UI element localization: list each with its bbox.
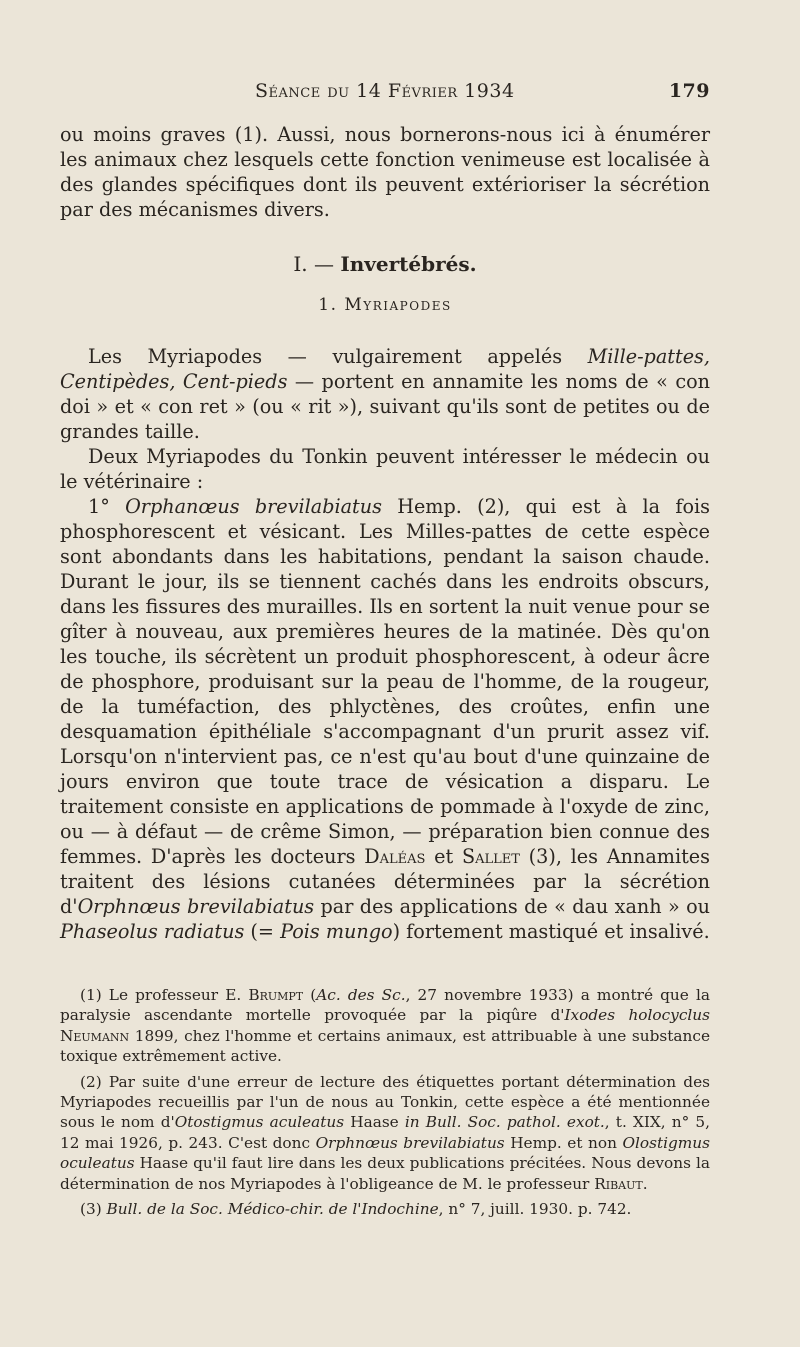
- text-span: (3), les Annamites traitent des lésions cutanées déterminées par la sécrétion d': [60, 845, 710, 918]
- species-name: Orphnœus brevilabiatus: [77, 895, 315, 918]
- text-span: 1899, chez l'homme et certains animaux, est attribuable à une substance toxique extrêmement active.: [60, 1026, 710, 1066]
- section-number: I. —: [293, 252, 341, 276]
- paragraph-continued: ou moins graves (1). Aussi, nous bornerons-nous ici à énumérer les animaux chez lesquels cette fonction venimeuse est localisée à des glandes spécifiques dont ils peuvent extérioriser la sécrétion par des mécanismes divers.: [60, 123, 710, 221]
- text-span: Les Myriapodes — vulgairement appelés: [88, 345, 588, 368]
- running-header: [60, 80, 710, 104]
- author-name: Ribaut: [594, 1174, 643, 1193]
- body-text: [60, 122, 710, 944]
- section-heading: [60, 252, 710, 277]
- italic-span: Mille-pattes, Centipèdes, Cent-pieds: [60, 345, 710, 393]
- author-name: Daléas: [364, 845, 426, 868]
- text-span: 1°: [88, 495, 126, 518]
- citation: in Bull. Soc. pathol. exot.: [404, 1113, 605, 1132]
- author-name: Sallet: [461, 845, 520, 868]
- text-span: (=: [244, 920, 281, 943]
- text-span: , n° 7, juill. 1930. p. 742.: [438, 1200, 632, 1219]
- text-span: Hemp. (2), qui est à la fois phosphorescent et vésicant. Les Milles-pattes de cette espèce sont abondants dans les habitations, pendant la saison chaude. Durant le jour, ils se tiennent cachés dans les endroits obscurs, dans les fissures des murailles. Ils en sortent la nuit venue pour se gîter à nouveau, aux premières heures de la matinée. Dès qu'on les touche, ils sécrètent un produit phosphorescent, à odeur âcre de phosphore, produisant sur la peau de l'homme, de la rougeur, de la tuméfaction, des phlyctènes, des croûtes, enfin une desquamation épithéliale s'accompagnant d'un prurit assez vif. Lorsqu'on n'intervient pas, ce n'est qu'au bout d'une quinzaine de jours environ que toute trace de vésication a disparu. Le traitement consiste en applications de pommade à l'oxyde de zinc, ou — à défaut — de crême Simon, — préparation bien connue des femmes. D'après les docteurs: [60, 495, 710, 868]
- running-title: Séance du 14 Février 1934: [255, 80, 515, 102]
- paragraph-myriapodes: [60, 344, 710, 444]
- citation: Ac. des Sc.: [316, 986, 406, 1004]
- citation: Bull. de la Soc. Médico-chir. de l'Indochine: [106, 1200, 439, 1219]
- species-name: Pois mungo: [280, 920, 393, 943]
- section-title: Invertébrés.: [340, 252, 477, 276]
- text-span: (3): [80, 1200, 107, 1219]
- species-name: Olostigmus oculeatus: [60, 1133, 711, 1173]
- text-span: Haase qu'il faut lire dans les deux publications précitées. Nous devons la détermination de nos Myriapodes à l'obligeance de M. le professeur: [60, 1154, 710, 1193]
- text-span: Hemp. et non: [504, 1133, 623, 1152]
- author-name: Neumann: [60, 1026, 130, 1045]
- species-name: Orphanœus brevilabiatus: [125, 495, 382, 518]
- text-span: et: [425, 845, 462, 868]
- text-span: ) fortement mastiqué et insalivé.: [392, 920, 710, 943]
- footnotes: [60, 985, 710, 1224]
- paragraph-tonkin: Deux Myriapodes du Tonkin peuvent intéresser le médecin ou le vétérinaire :: [60, 445, 710, 493]
- text-span: , t. XIX, n° 5, 12 mai 1926, p. 243. C'est donc: [60, 1113, 711, 1152]
- page-number: 179: [668, 80, 710, 102]
- text-span: — portent en annamite les noms de « con doi » et « con ret » (ou « rit »), suivant qu'ils sont de petites ou de grandes taille.: [60, 370, 710, 443]
- species-name: Otostigmus aculeatus: [174, 1113, 345, 1132]
- species-name: Orphnœus brevilabiatus: [315, 1133, 505, 1152]
- footnote-2: [60, 1072, 710, 1194]
- paragraph-orphanoeus: [60, 494, 710, 944]
- footnote-3: [60, 1199, 710, 1219]
- species-name: Ixodes holocyclus: [564, 1006, 710, 1025]
- text-span: , 27 novembre 1933) a montré que la paralysie ascendante mortelle provoquée par la piqûre d': [60, 986, 710, 1025]
- species-name: Phaseolus radiatus: [60, 920, 245, 943]
- author-name: Brumpt: [248, 986, 304, 1004]
- text-span: .: [642, 1174, 648, 1193]
- text-span: par des applications de « dau xanh » ou: [314, 895, 711, 918]
- footnote-1: [60, 985, 710, 1067]
- subsection-heading: 1. Myriapodes: [318, 295, 452, 315]
- text-span: (2) Par suite d'une erreur de lecture des étiquettes portant détermination des Myriapodes recueillis par l'un de nous au Tonkin, cette espèce a été mentionnée sous le nom d': [60, 1072, 710, 1132]
- text-span: (: [303, 986, 317, 1004]
- text-span: (1) Le professeur E.: [80, 986, 249, 1004]
- text-span: Haase: [344, 1113, 405, 1132]
